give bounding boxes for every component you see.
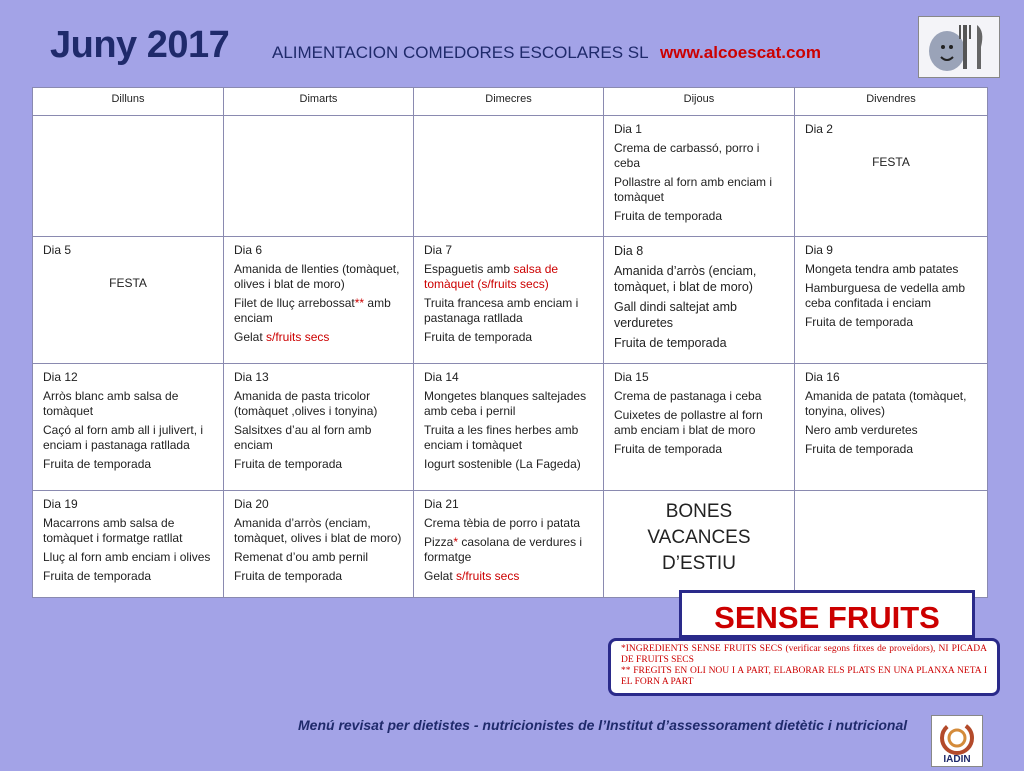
- dish: Iogurt sostenible (La Fageda): [423, 457, 581, 471]
- day-number: Dia 13: [234, 370, 269, 384]
- menu-cell: [794, 237, 987, 364]
- dish: Amanida de pasta tricolor (tomàquet ,olives i tonyina): [234, 389, 378, 418]
- dish: Caçó al forn amb all i julivert, i enciam i pastanaga ratllada: [43, 423, 204, 452]
- dish: Cuixetes de pollastre al forn amb enciam i blat de moro: [613, 408, 763, 437]
- note: *INGREDIENTS SENSE FRUITS SECS (verificar segons fitxes de proveïdors), NI PICADA DE FRUITS SECS: [621, 644, 987, 665]
- dish: Amanida d’arròs (enciam, tomàquet, i blat de moro): [613, 264, 757, 294]
- dish: Amanida d’arròs (enciam, tomàquet, olives i blat de moro): [234, 516, 402, 545]
- menu-cell: [224, 491, 414, 598]
- day-header: Dimecres: [413, 88, 603, 116]
- dish: Crema de carbassó, porro i ceba: [613, 141, 760, 170]
- dish: Pollastre al forn amb enciam i tomàquet: [613, 175, 773, 204]
- dish: Arròs blanc amb salsa de tomàquet: [43, 389, 179, 418]
- menu-cell-empty: [224, 116, 414, 237]
- dish: Truita a les fines herbes amb enciam i tomàquet: [423, 423, 579, 452]
- menu-cell-empty: [33, 116, 224, 237]
- allergen-banner: SENSE FRUITS: [679, 590, 975, 638]
- day-number: Dia 6: [234, 243, 263, 257]
- dish: Salsitxes d’au al forn amb enciam: [234, 423, 372, 452]
- holiday-label: FESTA: [872, 155, 910, 169]
- menu-cell: [224, 237, 414, 364]
- menu-cell-empty: [794, 491, 987, 598]
- day-number: Dia 14: [423, 370, 459, 384]
- menu-cell: [33, 237, 224, 364]
- menu-cell: [413, 237, 603, 364]
- dish: Gelat s/fruits secs: [423, 569, 520, 583]
- dish: Fruita de temporada: [423, 330, 533, 344]
- menu-cell: [33, 364, 224, 491]
- dish: Fruita de temporada: [43, 457, 152, 471]
- iadin-logo: [931, 715, 983, 767]
- dish: Fruita de temporada: [613, 442, 723, 456]
- menu-cell: [794, 364, 987, 491]
- day-number: Dia 7: [423, 243, 452, 257]
- menu-cell: [794, 116, 987, 237]
- dish: Mongeta tendra amb patates: [804, 262, 959, 276]
- dish: Nero amb verduretes: [804, 423, 918, 437]
- dish: Hamburguesa de vedella amb ceba confitada i enciam: [804, 281, 966, 310]
- dish: Fruita de temporada: [43, 569, 152, 583]
- day-number: Dia 9: [804, 243, 833, 257]
- dish: Lluç al forn amb enciam i olives: [43, 550, 211, 564]
- dish: Remenat d’ou amb pernil: [234, 550, 369, 564]
- holiday-label: FESTA: [109, 276, 147, 290]
- dish: Gall dindi saltejat amb verduretes: [613, 300, 737, 330]
- menu-cell: [33, 491, 224, 598]
- menu-cell: [603, 237, 794, 364]
- dish: Amanida de llenties (tomàquet, olives i blat de moro): [234, 262, 400, 291]
- dish: Pizza* casolana de verdures i formatge: [423, 535, 583, 564]
- day-header: Divendres: [794, 88, 987, 116]
- cutlery-icon: [918, 16, 1000, 78]
- dish: Crema de pastanaga i ceba: [613, 389, 762, 403]
- day-number: Dia 15: [613, 370, 649, 384]
- page-title: Juny 2017: [50, 24, 230, 66]
- menu-cell: [603, 116, 794, 237]
- menu-table: [32, 87, 988, 598]
- dish: Truita francesa amb enciam i pastanaga ratllada: [423, 296, 579, 325]
- footer-text: Menú revisat per dietistes - nutricionistes de l’Institut d’assessorament dietètic i nutricional: [298, 717, 908, 733]
- svg-text:IADIN: IADIN: [943, 754, 971, 765]
- day-header: Dilluns: [33, 88, 224, 116]
- dish: Crema tèbia de porro i patata: [423, 516, 581, 530]
- menu-cell-empty: [413, 116, 603, 237]
- day-number: Dia 12: [43, 370, 78, 384]
- menu-cell: [224, 364, 414, 491]
- dish: Fruita de temporada: [613, 209, 723, 223]
- dish: Fruita de temporada: [234, 569, 343, 583]
- menu-cell: [413, 364, 603, 491]
- holiday-message: BONES VACANCES D’ESTIU: [647, 501, 751, 574]
- dish: Fruita de temporada: [804, 442, 914, 456]
- website-link[interactable]: www.alcoescat.com: [660, 43, 821, 62]
- dish: Mongetes blanques saltejades amb ceba i pernil: [423, 389, 587, 418]
- dish: Fruita de temporada: [234, 457, 343, 471]
- dish: Espaguetis amb salsa de tomàquet (s/fruits secs): [423, 262, 559, 291]
- day-header: Dijous: [603, 88, 794, 116]
- day-number: Dia 8: [613, 244, 644, 258]
- day-number: Dia 1: [613, 122, 642, 136]
- dish: Amanida de patata (tomàquet, tonyina, olives): [804, 389, 967, 418]
- dish: Filet de lluç arrebossat** amb enciam: [234, 296, 391, 325]
- menu-cell: [603, 364, 794, 491]
- day-header: Dimarts: [224, 88, 414, 116]
- menu-cell: [603, 491, 794, 598]
- day-number: Dia 20: [234, 497, 269, 511]
- menu-cell: [413, 491, 603, 598]
- day-number: Dia 2: [804, 122, 833, 136]
- day-number: Dia 5: [43, 243, 72, 257]
- dish: Gelat s/fruits secs: [234, 330, 330, 344]
- day-number: Dia 16: [804, 370, 840, 384]
- day-number: Dia 21: [423, 497, 459, 511]
- company-name: ALIMENTACION COMEDORES ESCOLARES SL: [272, 43, 649, 62]
- day-number: Dia 19: [43, 497, 78, 511]
- dish: Macarrons amb salsa de tomàquet i formatge ratllat: [43, 516, 183, 545]
- dish: Fruita de temporada: [613, 336, 727, 350]
- dish: Fruita de temporada: [804, 315, 914, 329]
- notes-box: [608, 638, 1000, 696]
- note: ** FREGITS EN OLI NOU I A PART, ELABORAR ELS PLATS EN UNA PLANXA NETA I EL FORN A PART: [621, 666, 987, 687]
